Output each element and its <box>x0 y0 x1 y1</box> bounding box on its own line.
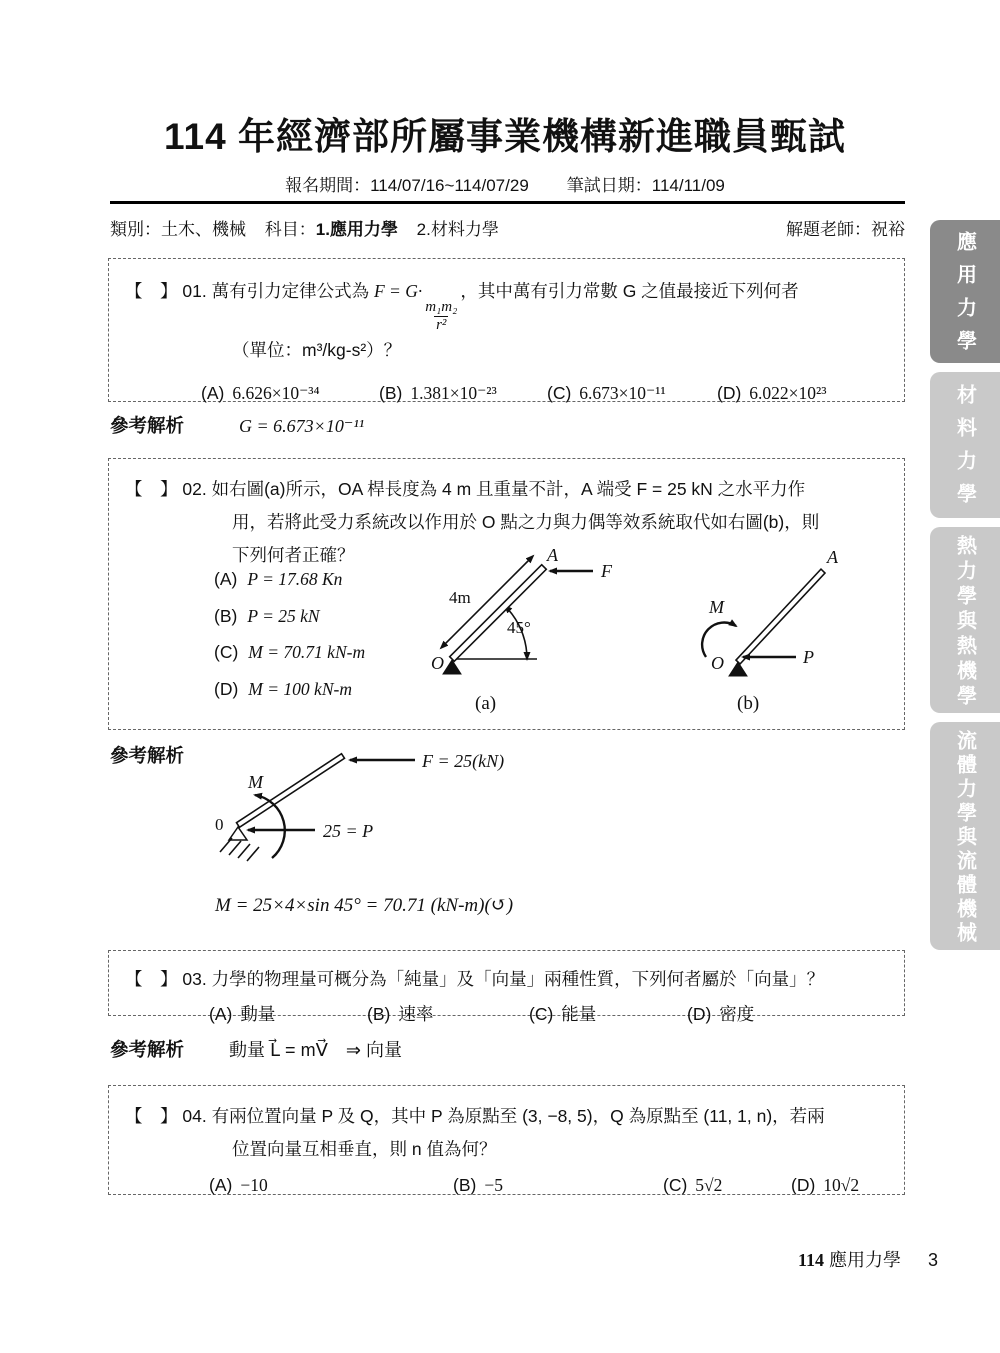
question-1-options <box>125 377 890 410</box>
option-label: (D) <box>687 1004 712 1024</box>
option-text: M = 70.71 kN-m <box>248 642 366 662</box>
bar-OA <box>450 565 547 662</box>
stem-text: 如右圖(a)所示，OA 桿長度為 4 m 且重量不計，A 端受 F = 25 kN 之水平力作 <box>211 479 806 499</box>
pin-support-icon <box>443 660 461 674</box>
solution-2 <box>110 742 905 932</box>
stem-text: 有兩位置向量 P 及 Q，其中 P 為原點至 (3, −8, 5)，Q 為原點至 (11, 1, n)，若兩 <box>211 1106 825 1126</box>
label-F: F <box>601 561 612 581</box>
option-b <box>453 1169 663 1202</box>
option-label: (C) <box>663 1175 688 1195</box>
label-P-value: 25 = P <box>323 821 374 841</box>
option-label: (B) <box>367 1004 391 1024</box>
figure-b <box>681 539 911 724</box>
option-label: (A) <box>214 569 238 589</box>
label-M: M <box>248 772 263 792</box>
label-P: P <box>803 647 814 667</box>
option-text: 6.626×10⁻³⁴ <box>232 383 320 403</box>
sidebar-tab-applied-mechanics: 應用力學 <box>930 220 1000 363</box>
option-b <box>367 998 529 1031</box>
option-d <box>791 1169 890 1202</box>
stem-text-post: ，其中萬有引力常數 G 之值最接近下列何者 <box>460 281 799 301</box>
label-A: A <box>827 547 838 567</box>
category-subjects <box>110 215 499 240</box>
option-c <box>547 377 717 410</box>
solution-text: 動量 L⃗ = mV⃗ ⇒ 向量 <box>229 1040 402 1060</box>
solution-1 <box>110 412 364 438</box>
option-d <box>717 377 890 410</box>
subject-prefix: 科目： <box>264 220 316 239</box>
question-number: 02. <box>182 479 207 499</box>
option-label: (C) <box>547 383 572 403</box>
question-2-line2: 用，若將此受力系統改以作用於 O 點之力與力偶等效系統取代如右圖(b)，則 <box>232 512 820 532</box>
label-M: M <box>709 597 724 617</box>
moment-M-arrow <box>702 623 736 657</box>
option-c <box>214 634 365 671</box>
option-label: (B) <box>453 1175 477 1195</box>
question-4-line1 <box>125 1100 890 1133</box>
option-label: (B) <box>379 383 403 403</box>
registration-period: 報名期間：114/07/16~114/07/29 <box>285 176 529 195</box>
answer-blank: 【 】 <box>125 1106 178 1126</box>
formula-lead: F = G· <box>373 281 423 301</box>
fraction-numerator: m₁m₂ <box>425 299 458 315</box>
option-a <box>201 377 379 410</box>
label-O: 0 <box>215 815 224 834</box>
option-text: P = 17.68 Kn <box>247 569 343 589</box>
fraction <box>425 299 457 334</box>
teacher: 解題老師：祝裕 <box>786 220 905 239</box>
option-text: 密度 <box>719 1004 755 1024</box>
label-O: O <box>711 653 724 673</box>
question-number: 01. <box>182 281 207 301</box>
ground-hatch <box>220 838 232 852</box>
option-c <box>663 1169 791 1202</box>
figure-a <box>409 539 699 724</box>
label-O: O <box>431 653 444 673</box>
option-label: (B) <box>214 605 238 626</box>
sidebar-tab-fluid-mechanics: 流體力學與流體機械 <box>930 722 1000 950</box>
answer-blank: 【 】 <box>125 479 178 499</box>
option-label: (D) <box>791 1175 816 1195</box>
pin-support-icon <box>729 662 747 676</box>
option-label: (D) <box>214 678 239 699</box>
solution-label: 參考解析 <box>110 745 185 766</box>
option-text: 能量 <box>561 1004 597 1024</box>
question-1-units: （單位：m³/kg-s²）？ <box>232 340 402 360</box>
label-4m: 4m <box>449 588 471 607</box>
sidebar-tab-thermodynamics: 熱力學與熱機學 <box>930 527 1000 713</box>
option-label: (C) <box>529 1004 554 1024</box>
exam-dates <box>0 171 1000 196</box>
solution-label: 參考解析 <box>110 1039 185 1060</box>
option-text: 動量 <box>240 1004 276 1024</box>
option-d <box>214 671 365 708</box>
sidebar-tab-material-mechanics: 材料力學 <box>930 372 1000 518</box>
option-label: (A) <box>201 383 225 403</box>
written-exam-date: 筆試日期：114/11/09 <box>566 176 725 195</box>
answer-blank: 【 】 <box>125 281 178 301</box>
option-b <box>379 377 547 410</box>
question-4-line2: 位置向量互相垂直，則 n 值為何？ <box>232 1139 497 1159</box>
page-title: 114 年經濟部所屬事業機構新進職員甄試 <box>164 116 846 157</box>
solution-2-formula: M = 25×4×sin 45° = 70.71 (kN-m)(↺) <box>215 895 514 916</box>
question-2-options <box>214 561 365 707</box>
fraction-denominator: r² <box>436 317 447 333</box>
solution-2-figure <box>210 748 540 893</box>
question-3-options <box>125 998 890 1031</box>
label-F-value: F = 25(kN) <box>422 751 505 771</box>
option-text: 6.022×10²³ <box>749 383 827 403</box>
option-a <box>209 998 367 1031</box>
option-text: 1.381×10⁻²³ <box>410 383 497 403</box>
question-1-stem <box>125 275 890 334</box>
option-text: 5√2 <box>695 1175 723 1195</box>
solution-3 <box>110 1036 402 1062</box>
option-label: (D) <box>717 383 742 403</box>
option-text: −10 <box>240 1175 268 1195</box>
ground-hatch <box>247 847 259 861</box>
page-footer <box>108 1246 938 1272</box>
footer-year: 114 <box>797 1250 824 1270</box>
question-number: 03. <box>182 969 207 989</box>
question-3-stem <box>125 963 890 996</box>
option-d <box>687 998 890 1031</box>
option-a <box>209 1169 453 1202</box>
option-a <box>214 561 365 598</box>
option-label: (C) <box>214 642 239 662</box>
question-2-line3: 下列何者正確？ <box>232 545 355 565</box>
stem-text: 萬有引力定律公式為 <box>211 281 370 301</box>
question-number: 04. <box>182 1106 207 1126</box>
figure-b-caption: (b) <box>737 693 760 714</box>
option-text: 6.673×10⁻¹¹ <box>579 383 666 403</box>
option-text: P = 25 kN <box>247 605 320 626</box>
question-2-line1 <box>125 473 890 506</box>
answer-blank: 【 】 <box>125 969 178 989</box>
option-label: (A) <box>209 1004 233 1024</box>
option-text: −5 <box>484 1175 503 1195</box>
question-4-box <box>108 1085 905 1195</box>
option-text: 速率 <box>398 1004 434 1024</box>
option-label: (A) <box>209 1175 233 1195</box>
subject-1: 1.應用力學 <box>315 220 398 239</box>
question-3-box <box>108 950 905 1024</box>
question-4-options <box>125 1169 890 1202</box>
question-1-box <box>108 258 905 402</box>
stem-text: 力學的物理量可概分為「純量」及「向量」兩種性質，下列何者屬於「向量」？ <box>211 969 825 989</box>
label-45deg: 45° <box>507 618 531 637</box>
figure-a-caption: (a) <box>475 693 497 714</box>
footer-subject: 應用力學 <box>828 1250 901 1270</box>
option-text: M = 100 kN-m <box>248 678 352 699</box>
option-b <box>214 598 365 635</box>
option-c <box>529 998 687 1031</box>
exam-info-row <box>110 215 905 240</box>
ground-hatch <box>229 841 241 855</box>
question-2-box <box>108 458 905 730</box>
subject-2: 2.材料力學 <box>416 220 499 239</box>
solution-label: 參考解析 <box>110 415 185 436</box>
ground-hatch <box>238 844 250 858</box>
solution-text: G = 6.673×10⁻¹¹ <box>239 416 365 436</box>
option-text: 10√2 <box>823 1175 860 1195</box>
header-divider <box>110 201 905 204</box>
page-number: 3 <box>927 1250 938 1270</box>
category: 類別：土木、機械 <box>110 220 246 239</box>
label-A: A <box>547 545 558 565</box>
